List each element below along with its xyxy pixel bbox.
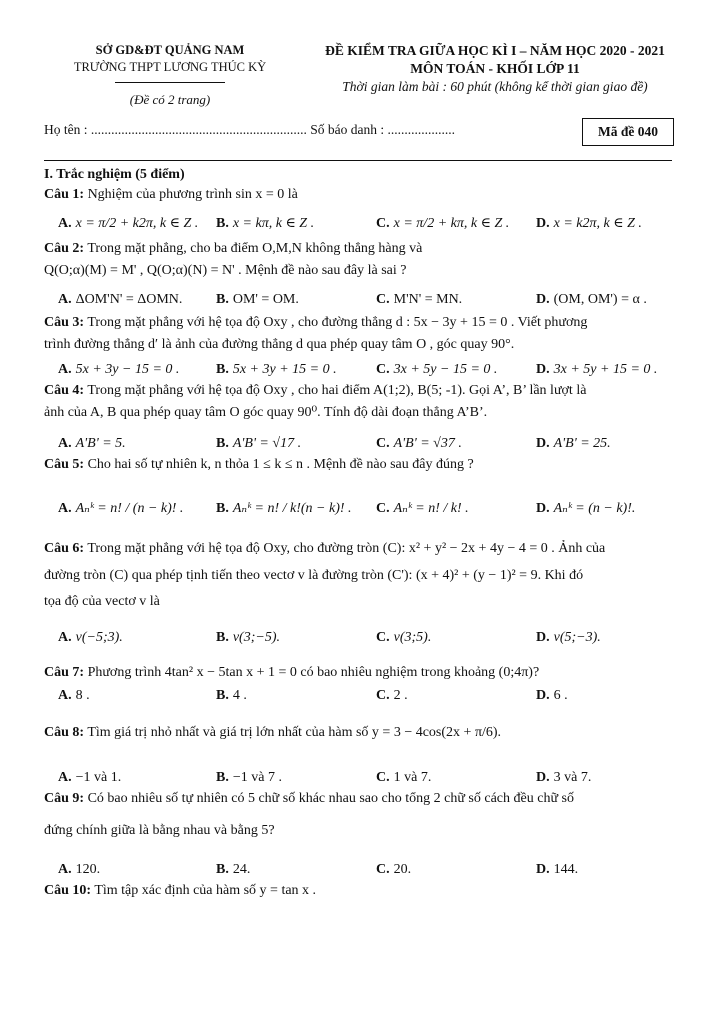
option-d: D. v(5;−3). bbox=[536, 630, 601, 645]
question-4-line2: ảnh của A, B qua phép quay tâm O góc quay 90⁰. Tính độ dài đoạn thẳng A’B’. bbox=[44, 405, 488, 420]
question-label: Câu 4: bbox=[44, 383, 85, 398]
question-6-line3: tọa độ của vectơ v là bbox=[44, 594, 160, 609]
question-text: Cho hai số tự nhiên k, n thỏa 1 ≤ k ≤ n . Mệnh đề nào sau đây đúng ? bbox=[87, 457, 474, 472]
option-d: D. x = k2π, k ∈ Z . bbox=[536, 216, 642, 231]
question-9-line2: đứng chính giữa là bằng nhau và bằng 5? bbox=[44, 823, 275, 838]
question-7 bbox=[44, 662, 680, 684]
exam-title: ĐỀ KIỂM TRA GIỮA HỌC KÌ I – NĂM HỌC 2020 - 2021 bbox=[325, 43, 665, 58]
question-2-line2: Q(O;α)(M) = M' , Q(O;α)(N) = N' . Mệnh đề nào sau đây là sai ? bbox=[44, 263, 407, 278]
question-1 bbox=[44, 184, 680, 206]
option-a: A. 120. bbox=[58, 862, 101, 877]
option-d: D. 3 và 7. bbox=[536, 770, 592, 785]
question-2-options bbox=[44, 290, 680, 310]
exam-time-note: Thời gian làm bài : 60 phút (không kể thời gian giao đề) bbox=[342, 79, 648, 94]
option-c: C. Aₙᵏ = n! / k! . bbox=[376, 501, 469, 516]
school-dept: SỞ GD&ĐT QUẢNG NAM bbox=[95, 43, 245, 57]
option-a: A. v(−5;3). bbox=[58, 630, 123, 645]
option-d: D. (OM, OM') = α . bbox=[536, 292, 647, 307]
option-b: B. 4 . bbox=[216, 688, 247, 703]
question-label: Câu 8: bbox=[44, 725, 85, 740]
option-c: C. 1 và 7. bbox=[376, 770, 432, 785]
option-b: B. −1 và 7 . bbox=[216, 770, 282, 785]
option-d: D. 144. bbox=[536, 862, 579, 877]
question-text: Trong mặt phẳng với hệ tọa độ Oxy , cho đường thẳng d : 5x − 3y + 15 = 0 . Viết phương bbox=[87, 315, 588, 330]
option-c: C. 2 . bbox=[376, 688, 408, 703]
option-c: C. v(3;5). bbox=[376, 630, 432, 645]
question-label: Câu 10: bbox=[44, 883, 92, 898]
option-a: A. ΔOM'N' = ΔOMN. bbox=[58, 292, 183, 307]
question-label: Câu 3: bbox=[44, 315, 85, 330]
question-6-line2: đường tròn (C) qua phép tịnh tiến theo vectơ v là đường tròn (C'): (x + 4)² + (y − 1)² = 9. Khi đó bbox=[44, 568, 584, 583]
exam-content bbox=[44, 166, 680, 902]
question-6-options bbox=[44, 628, 680, 648]
option-c: C. 20. bbox=[376, 862, 412, 877]
option-d: D. 3x + 5y + 15 = 0 . bbox=[536, 362, 658, 377]
question-4 bbox=[44, 380, 680, 402]
question-6 bbox=[44, 536, 680, 562]
question-text: Trong mặt phẳng với hệ tọa độ Oxy , cho hai điểm A(1;2), B(5; -1). Gọi A’, B’ lần lượt là bbox=[87, 383, 587, 398]
pages-note: (Đề có 2 trang) bbox=[129, 92, 211, 107]
option-a: A. A'B' = 5. bbox=[58, 436, 126, 451]
question-label: Câu 2: bbox=[44, 241, 85, 256]
question-5 bbox=[44, 454, 680, 476]
exam-code-box: Mã đề 040 bbox=[582, 118, 674, 146]
option-d: D. Aₙᵏ = (n − k)!. bbox=[536, 501, 636, 516]
question-3-line2: trình đường thẳng d′ là ảnh của đường thẳng d qua phép quay tâm O , góc quay 90°. bbox=[44, 337, 515, 352]
student-info-line: Họ tên : ................................................................ Số báo danh : .................... bbox=[44, 122, 455, 137]
option-a: A. 5x + 3y − 15 = 0 . bbox=[58, 362, 180, 377]
school-name: TRƯỜNG THPT LƯƠNG THÚC KỲ bbox=[73, 60, 267, 74]
option-b: B. Aₙᵏ = n! / k!(n − k)! . bbox=[216, 501, 352, 516]
question-text: Có bao nhiêu số tự nhiên có 5 chữ số khác nhau sao cho tổng 2 chữ số cách đều chữ số bbox=[87, 791, 574, 806]
question-5-options bbox=[44, 492, 680, 526]
option-a: A. x = π/2 + k2π, k ∈ Z . bbox=[58, 216, 199, 231]
option-a: A. 8 . bbox=[58, 688, 90, 703]
option-b: B. 5x + 3y + 15 = 0 . bbox=[216, 362, 337, 377]
question-text: Trong mặt phẳng với hệ tọa độ Oxy, cho đường tròn (C): x² + y² − 2x + 4y − 4 = 0 . Ảnh của bbox=[87, 541, 606, 556]
question-9-options bbox=[44, 860, 680, 880]
header-divider bbox=[115, 82, 225, 83]
option-b: B. A'B' = √17 . bbox=[216, 436, 302, 451]
question-7-options bbox=[44, 686, 680, 706]
option-c: C. A'B' = √37 . bbox=[376, 436, 462, 451]
question-text: Trong mặt phẳng, cho ba điểm O,M,N không thẳng hàng và bbox=[87, 241, 423, 256]
option-b: B. x = kπ, k ∈ Z . bbox=[216, 216, 315, 231]
question-text: Tìm tập xác định của hàm số y = tan x . bbox=[94, 883, 317, 898]
option-b: B. OM' = OM. bbox=[216, 292, 299, 307]
question-text: Phương trình 4tan² x − 5tan x + 1 = 0 có bao nhiêu nghiệm trong khoảng (0;4π)? bbox=[87, 665, 540, 680]
question-3 bbox=[44, 312, 680, 334]
option-b: B. 24. bbox=[216, 862, 251, 877]
school-header bbox=[40, 42, 300, 108]
exam-header bbox=[300, 42, 690, 96]
question-1-options bbox=[44, 214, 680, 234]
question-label: Câu 5: bbox=[44, 457, 85, 472]
question-label: Câu 6: bbox=[44, 541, 85, 556]
option-c: C. x = π/2 + kπ, k ∈ Z . bbox=[376, 216, 510, 231]
option-b: B. v(3;−5). bbox=[216, 630, 280, 645]
option-d: D. A'B' = 25. bbox=[536, 436, 611, 451]
question-text: Nghiệm của phương trình sin x = 0 là bbox=[87, 187, 298, 202]
option-d: D. 6 . bbox=[536, 688, 568, 703]
question-8-options bbox=[44, 768, 680, 788]
question-text: Tìm giá trị nhỏ nhất và giá trị lớn nhất của hàm số y = 3 − 4cos(2x + π/6). bbox=[87, 725, 502, 740]
question-label: Câu 7: bbox=[44, 665, 85, 680]
option-a: A. −1 và 1. bbox=[58, 770, 122, 785]
question-label: Câu 1: bbox=[44, 187, 85, 202]
exam-subject: MÔN TOÁN - KHỐI LỚP 11 bbox=[410, 61, 580, 76]
section-title: I. Trắc nghiệm (5 điểm) bbox=[44, 167, 185, 182]
question-8 bbox=[44, 718, 680, 748]
question-9 bbox=[44, 788, 680, 810]
option-a: A. Aₙᵏ = n! / (n − k)! . bbox=[58, 501, 184, 516]
question-4-options bbox=[44, 434, 680, 454]
option-c: C. M'N' = MN. bbox=[376, 292, 463, 307]
question-label: Câu 9: bbox=[44, 791, 85, 806]
header-rule bbox=[44, 160, 672, 161]
question-10 bbox=[44, 880, 680, 902]
option-c: C. 3x + 5y − 15 = 0 . bbox=[376, 362, 498, 377]
question-2 bbox=[44, 238, 680, 260]
question-3-options bbox=[44, 360, 680, 380]
